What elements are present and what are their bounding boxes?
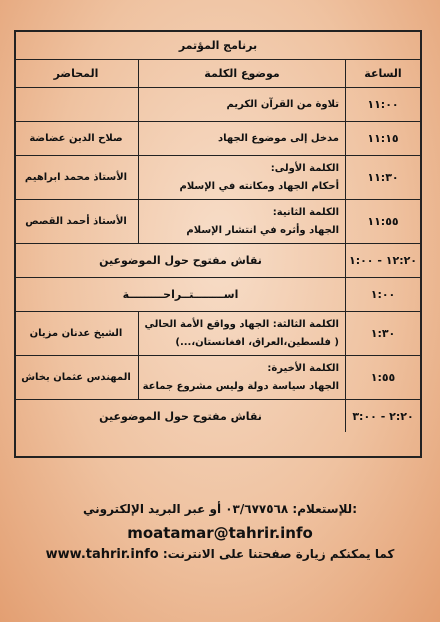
time-cell: ١٢:٢٠ - ١:٠٠ — [348, 254, 418, 267]
table-row — [16, 244, 420, 278]
time-cell: ٢:٢٠ - ٣:٠٠ — [352, 409, 414, 423]
speaker-cell: الشيخ عدنان مزيان — [29, 328, 123, 339]
time-cell: ١:٠٠ — [370, 288, 396, 301]
program-table — [14, 30, 422, 458]
time-cell: ١١:٥٥ — [367, 215, 399, 228]
topic-cell — [138, 200, 346, 243]
website-url[interactable]: www.tahrir.info — [45, 547, 159, 562]
speaker-cell: صلاح الدين عضاضة — [29, 133, 123, 144]
topic-line: الكلمة الأولى: — [270, 162, 339, 174]
topic-line: مدخل إلى موضوع الجهاد — [218, 132, 339, 144]
contact-email[interactable]: moatamar@tahrir.info — [127, 524, 313, 542]
merged-cell: نقاش مفتوح حول الموضوعين — [16, 400, 346, 432]
website-line — [0, 547, 440, 562]
table-row — [16, 400, 420, 432]
table-row — [16, 88, 420, 122]
table-row — [16, 312, 420, 356]
table-row — [16, 200, 420, 244]
program-title: برنامج المؤتمر — [178, 39, 258, 52]
header-time: الساعة — [364, 67, 402, 80]
topic-line: الكلمة الثانية: — [272, 206, 339, 218]
time-cell: ١:٥٥ — [370, 371, 396, 384]
table-row — [16, 156, 420, 200]
merged-cell: نقاش مفتوح حول الموضوعين — [16, 244, 346, 277]
topic-line: الكلمة الثالثة: الجهاد وواقع الأمة الحالي — [144, 318, 339, 330]
topic-cell — [138, 88, 346, 121]
speaker-cell: المهندس عثمان بخاش — [21, 372, 131, 383]
topic-line: أحكام الجهاد ومكانته في الإسلام — [179, 180, 339, 192]
table-row — [16, 278, 420, 312]
topic-line: الكلمة الأخيرة: — [267, 362, 339, 374]
time-cell: ١١:٣٠ — [367, 171, 399, 184]
contact-line: للإستعلام: ٠٣/٦٧٧٥٦٨ أو عبر البريد الإلكتروني: — [82, 502, 358, 516]
topic-line: الجهاد وأثره في انتشار الإسلام — [186, 224, 339, 236]
topic-line: الجهاد سياسة دولة وليس مشروع جماعة — [142, 380, 339, 392]
topic-line: ( فلسطين،العراق، افغانستان،...) — [175, 336, 339, 348]
table-row — [16, 122, 420, 156]
header-speaker: المحاضر — [53, 67, 99, 80]
topic-cell — [138, 356, 346, 399]
topic-cell — [138, 122, 346, 155]
topic-line: تلاوة من القرآن الكريم — [226, 98, 339, 110]
time-cell: ١١:١٥ — [367, 132, 399, 145]
speaker-cell: الأستاذ أحمد القصص — [25, 216, 127, 227]
speaker-cell: الأستاذ محمد ابراهيم — [24, 172, 128, 183]
merged-cell: اســــــــتــراحـــــــــة — [16, 278, 346, 311]
header-topic: موضوع الكلمة — [138, 60, 346, 87]
website-text: كما يمكنكم زيارة صفحتنا على الانترنت: — [162, 547, 395, 561]
time-cell: ١١:٠٠ — [367, 98, 399, 111]
topic-cell — [138, 312, 346, 355]
topic-cell — [138, 156, 346, 199]
speaker-cell — [14, 88, 138, 121]
time-cell: ١:٣٠ — [370, 327, 396, 340]
header-row — [16, 60, 420, 88]
table-title — [16, 32, 420, 60]
table-row — [16, 356, 420, 400]
